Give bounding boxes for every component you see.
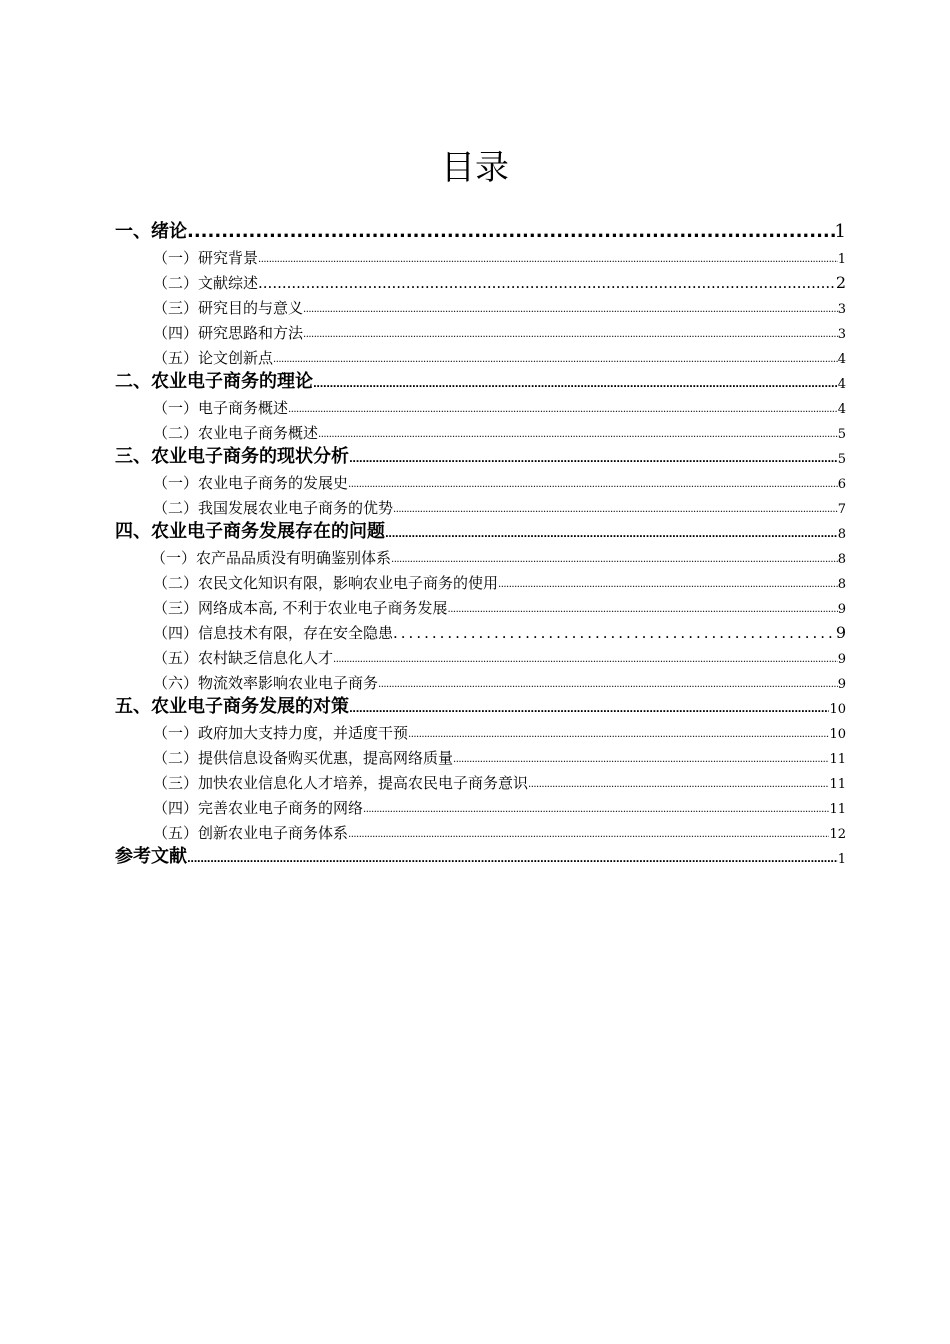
toc-entry-page: 9 [835,623,846,642]
toc-entry-page: 3 [837,302,846,317]
toc-entry-text: （一）政府加大支持力度，并适度干预 [153,724,409,742]
toc-entry-text: （五）论文创新点 [153,349,274,367]
toc-entry-text: （五）农村缺乏信息化人才 [153,649,334,667]
toc-leader [288,405,838,419]
table-of-contents [115,219,846,869]
toc-entry-text: 三、农业电子商务的现状分析 [115,446,349,467]
toc-entry-text: 四、农业电子商务发展存在的问题 [115,521,385,542]
toc-entry-page: 10 [829,727,846,742]
toc-leader [408,730,829,744]
toc-entry-page: 9 [837,652,846,667]
toc-entry[interactable] [115,369,846,394]
toc-entry-text: （三）网络成本高, 不利于农业电子商务发展 [153,599,448,617]
toc-leader [363,805,829,819]
toc-entry[interactable] [115,519,846,544]
toc-entry-text: （二）文献综述 [153,274,259,292]
toc-entry-page: 5 [837,452,846,467]
toc-entry[interactable] [115,444,846,469]
toc-entry-text: 五、农业电子商务发展的对策 [115,696,349,717]
toc-entry-page: 11 [829,752,846,767]
toc-leader [349,455,838,469]
toc-entry-page: 12 [829,827,846,842]
toc-entry-text: （二）提供信息设备购买优惠，提高网络质量 [153,749,454,767]
toc-entry-text: （五）创新农业电子商务体系 [153,824,349,842]
toc-entry[interactable] [115,594,846,619]
toc-leader [318,430,838,444]
toc-entry-page: 9 [837,677,846,692]
toc-entry[interactable] [115,394,846,419]
toc-entry-text: 一、绪论 [115,221,187,242]
toc-leader [258,276,836,294]
toc-leader [453,755,829,769]
toc-entry-page: 4 [837,377,846,392]
toc-entry-page: 6 [837,477,846,492]
toc-leader [313,380,838,394]
toc-entry-page: 2 [835,273,846,292]
toc-entry-text: 参考文献 [115,846,187,867]
toc-entry-page: 3 [837,327,846,342]
toc-entry[interactable] [115,219,846,244]
toc-entry[interactable] [115,819,846,844]
toc-leader [393,505,838,519]
toc-entry[interactable] [115,269,846,294]
toc-entry-page: 4 [837,352,846,367]
toc-entry[interactable] [115,669,846,694]
toc-entry-text: （四）信息技术有限，存在安全隐患 [153,624,394,642]
toc-entry-text: （六）物流效率影响农业电子商务 [153,674,379,692]
toc-entry-page: 11 [829,777,846,792]
toc-entry-text: （一）电子商务概述 [153,399,289,417]
toc-entry[interactable] [115,644,846,669]
toc-leader [348,830,829,844]
toc-entry[interactable] [115,569,846,594]
toc-entry[interactable] [115,794,846,819]
toc-leader [349,705,829,719]
toc-entry-text: （三）加快农业信息化人才培养，提高农民电子商务意识 [153,774,529,792]
toc-entry[interactable] [115,769,846,794]
toc-entry[interactable] [115,419,846,444]
toc-entry-page: 4 [837,402,846,417]
toc-entry[interactable] [115,844,846,869]
toc-title: 目录 [441,148,509,188]
toc-entry[interactable] [115,619,846,644]
toc-leader [303,330,838,344]
toc-entry-text: （二）我国发展农业电子商务的优势 [153,499,394,517]
toc-leader [348,480,838,494]
toc-entry-page: 1 [837,252,846,267]
toc-entry[interactable] [115,544,846,569]
toc-leader [187,223,835,244]
toc-leader [187,855,838,869]
toc-leader [393,626,836,644]
toc-entry[interactable] [115,319,846,344]
toc-leader [303,305,838,319]
toc-entry-text: （一）研究背景 [153,249,259,267]
toc-entry[interactable] [115,494,846,519]
toc-entry-page: 8 [837,577,846,592]
toc-leader [498,580,838,594]
toc-leader [378,680,838,694]
toc-entry[interactable] [115,469,846,494]
toc-entry-page: 8 [837,527,846,542]
toc-leader [528,780,829,794]
toc-entry-text: （一）农产品品质没有明确鉴别体系 [151,549,392,567]
toc-leader [391,555,838,569]
toc-entry-page: 9 [837,602,846,617]
toc-entry-text: （二）农业电子商务概述 [153,424,319,442]
toc-entry-page: 1 [837,852,846,867]
toc-entry[interactable] [115,719,846,744]
toc-entry[interactable] [115,744,846,769]
toc-entry[interactable] [115,344,846,369]
toc-entry-page: 7 [837,502,846,517]
toc-entry-text: 二、农业电子商务的理论 [115,371,313,392]
toc-entry-page: 1 [834,221,846,242]
toc-entry-page: 5 [837,427,846,442]
toc-entry[interactable] [115,294,846,319]
toc-entry[interactable] [115,244,846,269]
toc-entry[interactable] [115,694,846,719]
toc-entry-page: 10 [829,702,846,717]
toc-leader [273,355,838,369]
toc-entry-text: （三）研究目的与意义 [153,299,304,317]
toc-leader [258,255,838,269]
toc-entry-page: 8 [837,552,846,567]
toc-leader [333,655,838,669]
toc-leader [448,605,838,619]
toc-entry-text: （四）完善农业电子商务的网络 [153,799,364,817]
toc-entry-text: （二）农民文化知识有限，影响农业电子商务的使用 [153,574,499,592]
toc-entry-text: （一）农业电子商务的发展史 [153,474,349,492]
toc-leader [385,530,838,544]
toc-entry-text: （四）研究思路和方法 [153,324,304,342]
toc-entry-page: 11 [829,802,846,817]
